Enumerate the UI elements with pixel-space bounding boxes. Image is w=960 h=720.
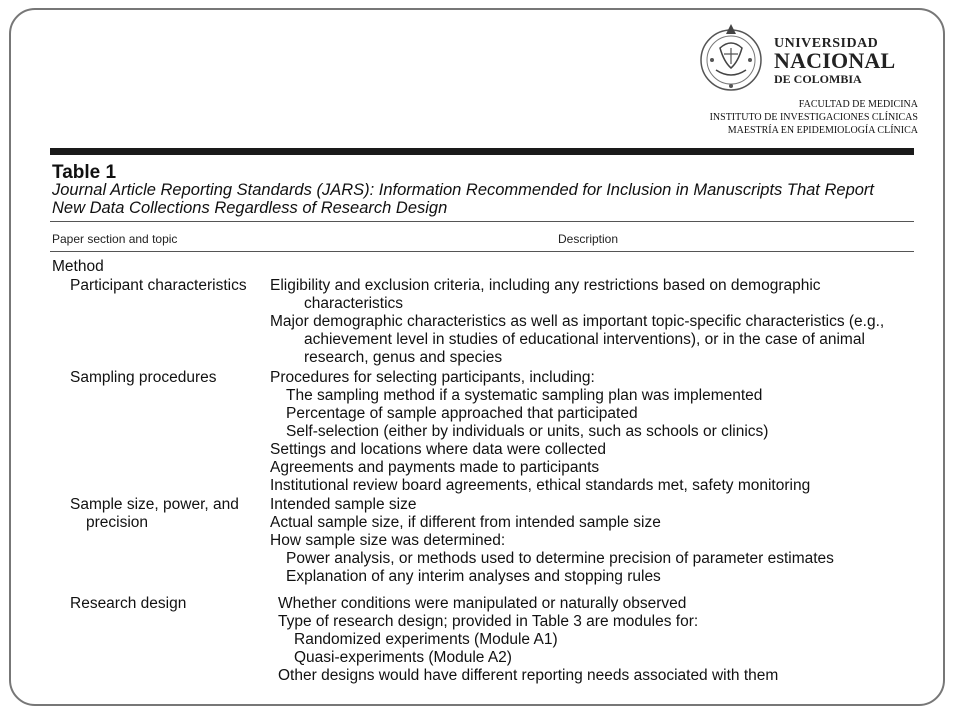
faculty-block <box>710 98 918 137</box>
description-sample-size-power-precision <box>270 496 918 586</box>
table-caption <box>52 181 914 217</box>
description-line: Self-selection (either by individuals or units, such as schools or clinics) <box>286 423 769 440</box>
description-participant-characteristics <box>270 277 918 367</box>
description-line: Settings and locations where data were collected <box>270 441 607 458</box>
description-line: Quasi-experiments (Module A2) <box>294 649 512 666</box>
table-title: Table 1 <box>52 162 117 183</box>
description-line: characteristics <box>304 295 404 312</box>
topic-research-design <box>70 595 260 613</box>
description-line: How sample size was determined: <box>270 532 506 549</box>
caption-line: Journal Article Reporting Standards (JARS): Information Recommended for Inclusion in Manuscripts That Report <box>52 181 875 199</box>
description-line: Other designs would have different reporting needs associated with them <box>278 667 779 684</box>
topic-line: Sampling procedures <box>70 369 217 386</box>
description-line: Institutional review board agreements, ethical standards met, safety monitoring <box>270 477 811 494</box>
column-header-description: Description <box>558 232 619 246</box>
topic-line: Research design <box>70 595 187 612</box>
description-line: Major demographic characteristics as well as important topic-specific characteristics (e.g., <box>270 313 885 330</box>
description-line: Intended sample size <box>270 496 417 513</box>
topic-line: precision <box>86 514 149 531</box>
description-line: Randomized experiments (Module A1) <box>294 631 558 648</box>
table-rule-top <box>50 221 914 222</box>
column-header-topic: Paper section and topic <box>52 232 178 246</box>
description-line: Type of research design; provided in Table 3 are modules for: <box>278 613 699 630</box>
topic-line: Participant characteristics <box>70 277 247 294</box>
institute-name: INSTITUTO DE INVESTIGACIONES CLÍNICAS <box>709 112 918 123</box>
institution-header <box>638 18 918 143</box>
faculty-name: FACULTAD DE MEDICINA <box>798 99 918 110</box>
table-top-bar <box>50 148 914 155</box>
caption-line: New Data Collections Regardless of Research Design <box>52 199 448 217</box>
description-line: Procedures for selecting participants, including: <box>270 369 595 386</box>
description-line: Eligibility and exclusion criteria, including any restrictions based on demographic <box>270 277 821 294</box>
topic-line: Sample size, power, and <box>70 496 239 513</box>
description-line: research, genus and species <box>304 349 503 366</box>
description-line: Percentage of sample approached that participated <box>286 405 638 422</box>
description-line: Agreements and payments made to participants <box>270 459 600 476</box>
university-name-line2: NACIONAL <box>774 48 896 73</box>
program-name: MAESTRÍA EN EPIDEMIOLOGÍA CLÍNICA <box>727 125 918 136</box>
description-line: The sampling method if a systematic sampling plan was implemented <box>286 387 763 404</box>
table-rule-header <box>50 251 914 252</box>
topic-participant-characteristics <box>70 277 260 295</box>
description-line: Power analysis, or methods used to determine precision of parameter estimates <box>286 550 834 567</box>
description-research-design <box>278 595 926 685</box>
description-line: achievement level in studies of educational interventions), or in the case of animal <box>304 331 865 348</box>
university-seal-icon <box>698 18 764 98</box>
section-label-method: Method <box>52 258 104 275</box>
university-name-line3: DE COLOMBIA <box>774 72 862 86</box>
description-line: Whether conditions were manipulated or naturally observed <box>278 595 687 612</box>
description-sampling-procedures <box>270 369 918 495</box>
university-name-line1: UNIVERSIDAD <box>774 36 879 51</box>
description-line: Explanation of any interim analyses and stopping rules <box>286 568 661 585</box>
topic-sample-size-power-precision <box>70 496 260 532</box>
description-line: Actual sample size, if different from intended sample size <box>270 514 661 531</box>
topic-sampling-procedures <box>70 369 260 387</box>
